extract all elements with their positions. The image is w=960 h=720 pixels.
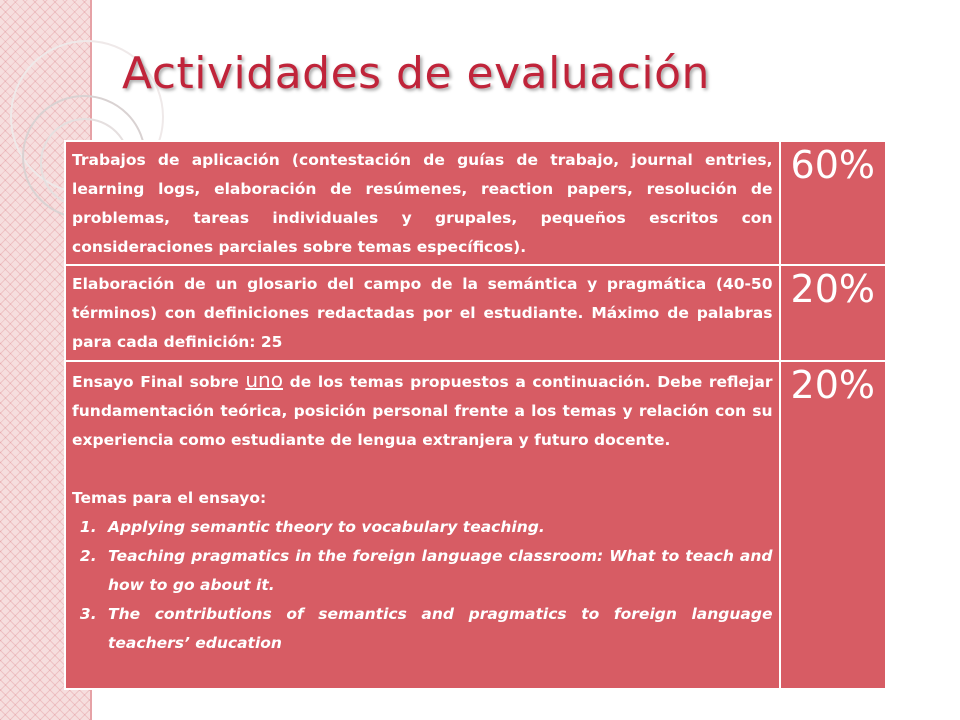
spacer — [72, 455, 773, 484]
topic-item: 1. Applying semantic theory to vocabulary teaching. — [102, 513, 773, 542]
activity-description-text: Trabajos de aplicación (contestación de guías de trabajo, journal entries, learning logs, elaboración de resúmenes, reaction papers, resolución de problemas, tareas individuales y grupales, pequeños escritos con consideraciones parciales sobre temas específicos). — [72, 151, 773, 256]
topics-heading: Temas para el ensayo: — [72, 489, 267, 507]
activity-percentage: 20% — [780, 265, 887, 361]
table-row — [65, 141, 886, 265]
essay-emphasis: uno — [245, 368, 283, 392]
activity-description — [65, 265, 780, 361]
topic-item: 3. The contributions of semantics and pragmatics to foreign language teachers’ education — [102, 600, 773, 658]
topic-item: 2. Teaching pragmatics in the foreign language classroom: What to teach and how to go about it. — [102, 542, 773, 600]
essay-text-after: de los temas propuestos a continuación. Debe reflejar fundamentación teórica, posición personal frente a los temas y relación con su experiencia como estudiante de lengua extranjera y futuro docente. — [72, 373, 773, 449]
essay-description — [72, 366, 773, 455]
activity-description-text: Elaboración de un glosario del campo de la semántica y pragmática (40-50 términos) con definiciones redactadas por el estudiante. Máximo de palabras para cada definición: 25 — [72, 275, 773, 351]
topics-list — [72, 513, 773, 658]
activity-description — [65, 361, 780, 689]
table-row — [65, 265, 886, 361]
activity-description — [65, 141, 780, 265]
slide-title: Actividades de evaluación — [122, 48, 710, 99]
essay-text-before: Ensayo Final sobre — [72, 373, 239, 391]
table-row — [65, 361, 886, 689]
activity-percentage: 60% — [780, 141, 887, 265]
evaluation-table — [64, 140, 887, 690]
activity-percentage: 20% — [780, 361, 887, 689]
